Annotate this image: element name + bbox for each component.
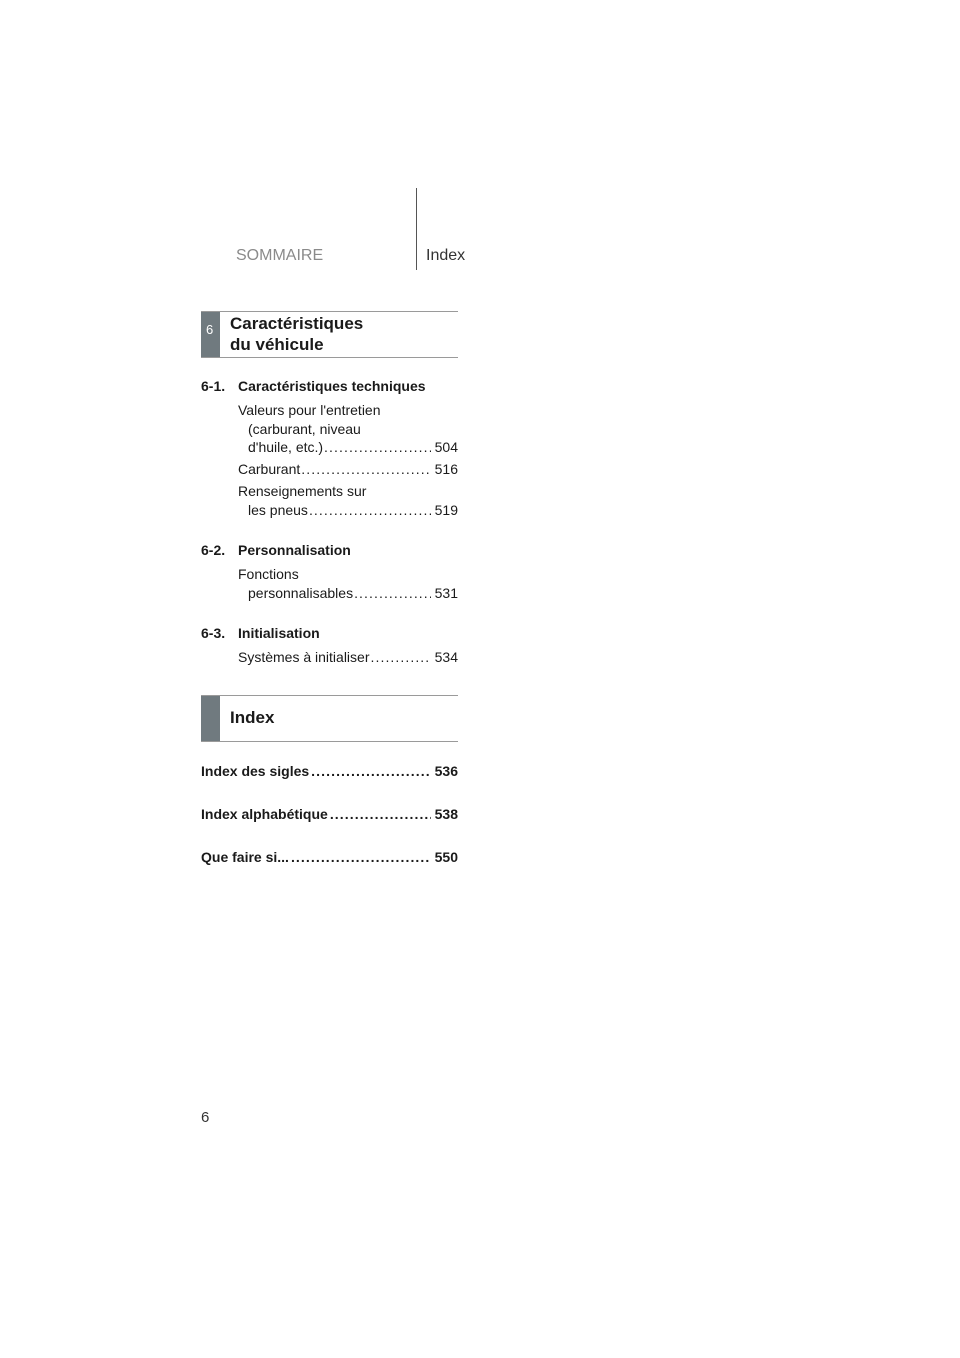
nav-divider [416, 188, 417, 270]
section-tab [201, 696, 220, 741]
toc-entry-valeurs-entretien[interactable]: Valeurs pour l'entretien (carburant, niveau d'huile, etc.) . . . 504 [238, 401, 458, 457]
page-ref: 538 [434, 806, 458, 822]
toc-entry-carburant[interactable]: Carburant . . . 516 [238, 460, 458, 479]
page-ref: 550 [434, 849, 458, 865]
section-header-index [201, 695, 458, 742]
toc-entry-systemes-initialiser[interactable]: Systèmes à initialiser . . . 534 [238, 648, 458, 667]
sommaire-link[interactable]: SOMMAIRE [236, 247, 324, 264]
section-tab: 6 [201, 312, 220, 357]
chapter-6-2: 6-2. Personnalisation [201, 542, 351, 558]
index-entry-sigles[interactable]: Index des sigles . . . 536 [201, 763, 458, 779]
page-number: 6 [201, 1109, 210, 1126]
toc-entry-pneus[interactable]: Renseignements sur les pneus . . . 519 [238, 482, 458, 519]
section-title: Caractéristiques du véhicule [230, 314, 364, 354]
page-ref: 534 [434, 649, 458, 665]
index-entry-alphabetique[interactable]: Index alphabétique . . . 538 [201, 806, 458, 822]
page-ref: 531 [434, 584, 458, 601]
chapter-6-3: 6-3. Initialisation [201, 625, 320, 641]
index-link[interactable]: Index [426, 247, 466, 264]
chapter-6-1: 6-1. Caractéristiques techniques [201, 378, 426, 394]
page-ref: 504 [434, 439, 458, 455]
index-entry-que-faire[interactable]: Que faire si... . . . 550 [201, 849, 458, 865]
toc-entry-fonctions-personnalisables[interactable]: Fonctions personnalisables . . . 531 [238, 565, 458, 602]
section-header-6 [201, 311, 458, 358]
page-ref: 519 [434, 501, 458, 518]
section-title: Index [230, 708, 275, 727]
page-ref: 516 [434, 461, 458, 477]
page-ref: 536 [434, 763, 458, 779]
